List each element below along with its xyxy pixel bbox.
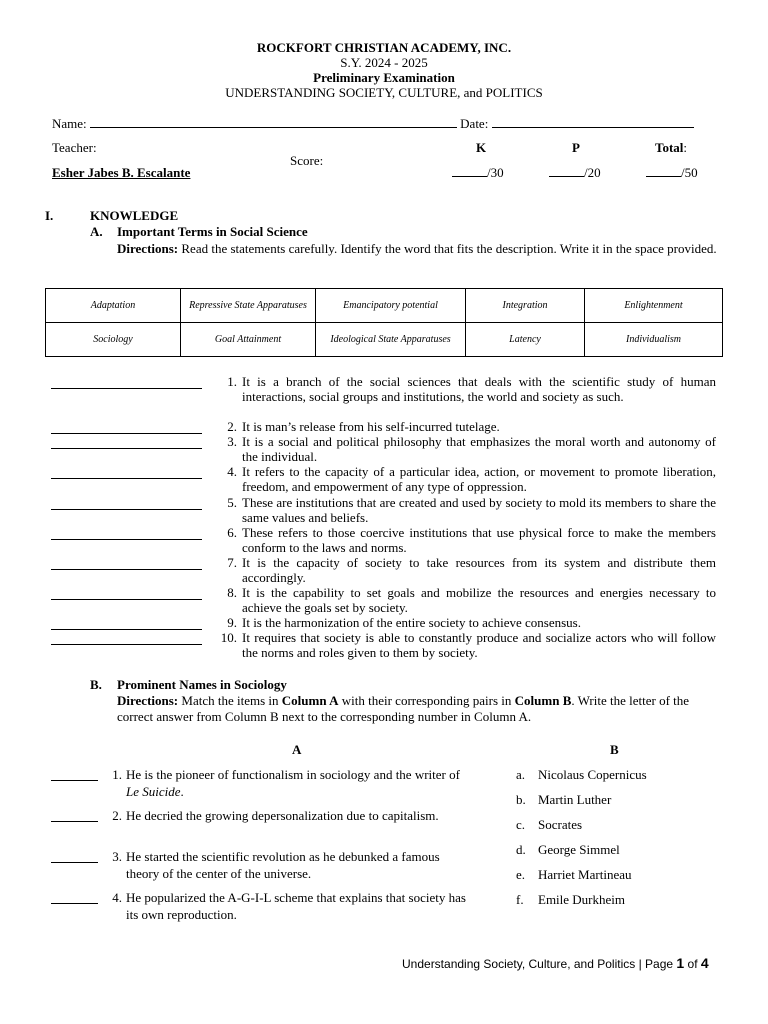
item-text: It requires that society is able to constantly produce and socialize actors who will follow the norms and roles given to them by society.	[242, 630, 716, 660]
choice-name: Martin Luther	[538, 792, 612, 807]
date-label: Date:	[460, 116, 489, 131]
section-roman: I.	[45, 208, 54, 223]
p-max: /20	[584, 165, 601, 180]
item-text: It is the harmonization of the entire society to achieve consensus.	[242, 615, 581, 630]
school-year: S.Y. 2024 - 2025	[340, 55, 428, 70]
footer-text: Understanding Society, Culture, and Politics | Page	[402, 957, 677, 971]
part-a-directions	[117, 240, 717, 257]
item-text: These refers to those coercive institutions that use physical force to make the members conform to the laws and norms.	[242, 525, 716, 555]
term-cell: Enlightenment	[585, 289, 723, 323]
term-cell: Goal Attainment	[181, 323, 316, 357]
part-b-directions	[117, 693, 717, 725]
choice-letter: d.	[516, 842, 526, 857]
item-text: He decried the growing depersonalization due to capitalism.	[126, 808, 439, 823]
item-text: It is the capability to set goals and mobilize the resources and energies necessary to achieve the goals set by society.	[242, 585, 716, 615]
term-cell: Latency	[466, 323, 585, 357]
footer-of: of	[684, 957, 701, 971]
page-total: 4	[700, 955, 709, 971]
choice-letter: e.	[516, 867, 526, 882]
choice-name: Nicolaus Copernicus	[538, 767, 647, 782]
answer-blank[interactable]	[51, 433, 202, 434]
answer-blank[interactable]	[51, 388, 202, 389]
item-number: 1.	[112, 767, 122, 782]
term-cell: Emancipatory potential	[316, 289, 466, 323]
item-text-main: He is the pioneer of functionalism in sociology and the writer of	[126, 767, 460, 782]
directions-text: with their corresponding pairs in	[338, 693, 515, 708]
column-b-ref: Column B	[514, 693, 572, 708]
section-title: KNOWLEDGE	[90, 208, 179, 223]
item-text: He started the scientific revolution as he debunked a famous theory of the center of the universe.	[126, 849, 440, 881]
directions-text: Match the items in	[178, 693, 282, 708]
exam-title: Preliminary Examination	[313, 70, 455, 85]
k-label: K	[476, 140, 487, 155]
choice-letter: f.	[516, 892, 524, 907]
p-score	[549, 165, 601, 181]
page-number: 1	[676, 955, 685, 971]
choice-letter: c.	[516, 817, 526, 832]
column-a-ref: Column A	[281, 693, 339, 708]
item-text: It is the capacity of society to take resources from its system and distribute them accordingly.	[242, 555, 716, 585]
part-b-letter: B.	[90, 677, 102, 692]
item-text-tail: .	[180, 784, 184, 799]
item-text	[126, 766, 471, 800]
school-name: ROCKFORT CHRISTIAN ACADEMY, INC.	[256, 40, 512, 55]
name-row	[52, 116, 694, 132]
item-number: 2.	[227, 419, 237, 434]
term-cell: Sociology	[46, 323, 181, 357]
answer-blank[interactable]	[51, 629, 202, 630]
item-number: 4.	[227, 464, 237, 479]
term-cell: Adaptation	[46, 289, 181, 323]
column-a-header: A	[292, 742, 302, 757]
answer-blank[interactable]	[51, 780, 98, 781]
answer-blank[interactable]	[51, 644, 202, 645]
teacher-name: Esher Jabes B. Escalante	[52, 165, 191, 180]
choice-name: Emile Durkheim	[538, 892, 626, 907]
item-number: 7.	[227, 555, 237, 570]
column-b-header: B	[610, 742, 619, 757]
p-score-field[interactable]	[549, 176, 584, 177]
item-text: These are institutions that are created and used by society to mold its members to share the same values and beliefs.	[242, 495, 716, 525]
k-max: /30	[487, 165, 504, 180]
choice-name: Socrates	[538, 817, 583, 832]
directions-label: Directions:	[117, 241, 179, 256]
term-cell: Individualism	[585, 323, 723, 357]
choice-letter: a.	[516, 767, 526, 782]
directions-label: Directions:	[117, 693, 179, 708]
name-field[interactable]	[90, 127, 457, 128]
answer-blank[interactable]	[51, 509, 202, 510]
page-footer	[402, 955, 709, 971]
total-label: Total	[655, 140, 684, 155]
term-cell: Repressive State Apparatuses	[181, 289, 316, 323]
item-number: 1.	[227, 374, 237, 389]
p-label: P	[572, 140, 580, 155]
item-text: It is man’s release from his self-incurred tutelage.	[242, 419, 500, 434]
total-label-wrap	[655, 140, 687, 156]
answer-blank[interactable]	[51, 599, 202, 600]
item-number: 5.	[227, 495, 237, 510]
answer-blank[interactable]	[51, 448, 202, 449]
teacher-label: Teacher:	[52, 140, 97, 155]
choice-letter: b.	[516, 792, 526, 807]
item-text: He popularized the A-G-I-L scheme that explains that society has its own reproduction.	[126, 890, 466, 922]
answer-blank[interactable]	[51, 478, 202, 479]
total-max: /50	[681, 165, 698, 180]
item-number: 4.	[112, 890, 122, 905]
k-score-field[interactable]	[452, 176, 487, 177]
item-text: It is a social and political philosophy that emphasizes the moral worth and autonomy of the individual.	[242, 434, 716, 464]
part-a-letter: A.	[90, 224, 103, 239]
subject-title: UNDERSTANDING SOCIETY, CULTURE, and POLITICS	[225, 85, 543, 100]
part-a-title: Important Terms in Social Science	[117, 224, 308, 239]
item-number: 8.	[227, 585, 237, 600]
answer-blank[interactable]	[51, 862, 98, 863]
terms-row	[46, 323, 723, 357]
score-label: Score:	[290, 153, 324, 168]
item-text: It refers to the capacity of a particular idea, action, or movement to promote liberation, freedom, and empowerment of any type of oppression.	[242, 464, 716, 494]
answer-blank[interactable]	[51, 903, 98, 904]
answer-blank[interactable]	[51, 539, 202, 540]
terms-table	[45, 288, 723, 357]
item-number: 3.	[112, 849, 122, 864]
item-text: It is a branch of the social sciences that deals with the scientific study of human interactions, social groups and institutions, the world and society as such.	[242, 374, 716, 404]
date-field[interactable]	[492, 127, 694, 128]
answer-blank[interactable]	[51, 821, 98, 822]
term-cell: Integration	[466, 289, 585, 323]
total-colon: :	[683, 140, 688, 155]
choice-name: George Simmel	[538, 842, 620, 857]
total-score	[646, 165, 698, 181]
part-b-title: Prominent Names in Sociology	[117, 677, 287, 692]
directions-text: Read the statements carefully. Identify the word that fits the description. Write it in the space provided.	[178, 241, 717, 256]
terms-row	[46, 289, 723, 323]
term-cell: Ideological State Apparatuses	[316, 323, 466, 357]
item-number: 3.	[227, 434, 237, 449]
choice-name: Harriet Martineau	[538, 867, 632, 882]
name-label: Name:	[52, 116, 87, 131]
item-number: 10.	[220, 630, 237, 645]
item-number: 9.	[227, 615, 237, 630]
k-score	[452, 165, 504, 181]
book-title: Le Suicide	[126, 784, 181, 799]
answer-blank[interactable]	[51, 569, 202, 570]
total-score-field[interactable]	[646, 176, 681, 177]
directions-text: . Write the letter of the correct answer from Column B next to the corresponding number in Column A.	[117, 693, 690, 724]
item-number: 2.	[112, 808, 122, 823]
item-number: 6.	[227, 525, 237, 540]
